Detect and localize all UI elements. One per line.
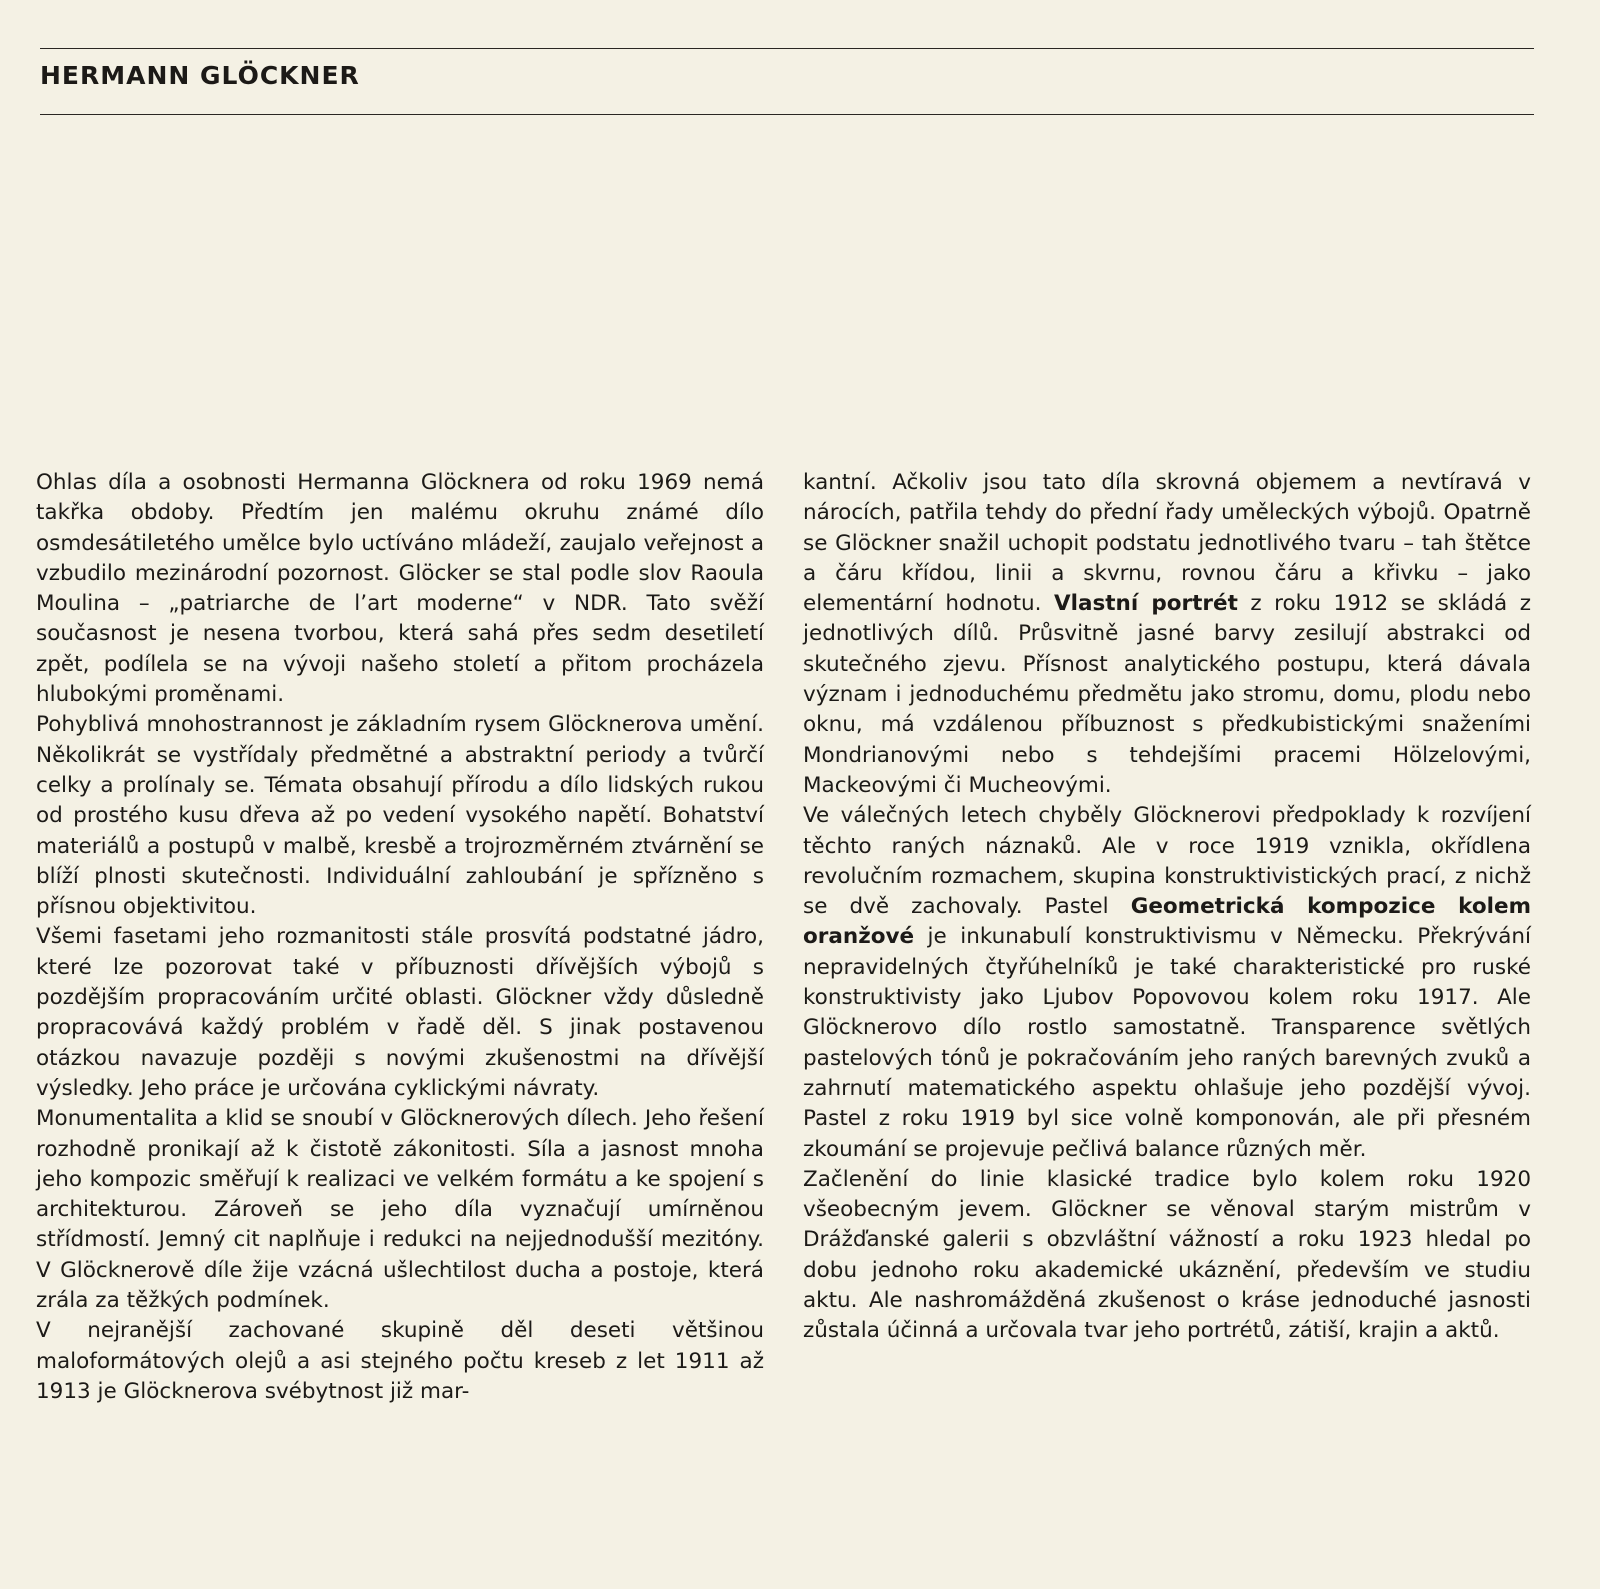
paragraph bbox=[803, 468, 1531, 801]
paragraph: Monumentalita a klid se snoubí v Glöcknerových dílech. Jeho řešení rozhodně pronikají až k čistotě zákonitosti. Síla a jasnost mnoha jeho kompozic směřují k realizaci ve velkém formátu a ke spojení s architekturou. Zároveň se jeho díla vyznačují umírněnou střídmostí. Jemný cit naplňuje i redukci na nejjednodušší mezitóny. V Glöcknerově díle žije vzácná ušlechtilost ducha a postoje, která zrála za těžkých podmínek. bbox=[36, 1106, 764, 1314]
title-underline-rule bbox=[40, 114, 1534, 115]
paragraph-text: Ve válečných letech chyběly Glöcknerovi předpoklady k rozvíjení těchto raných náznaků. Ale v roce 1919 vznikla, okřídlena revolučním rozmachem, skupina konstruktivistických prací, z nichž se dvě zachovaly. Pastel bbox=[803, 803, 1531, 920]
top-rule bbox=[40, 48, 1534, 49]
paragraph bbox=[803, 801, 1531, 1165]
paragraph: Ohlas díla a osobnosti Hermanna Glöcknera od roku 1969 nemá takřka obdoby. Předtím jen malému okruhu známé dílo osmdesátiletého umělce bylo uctíváno mládeží, zaujalo veřejnost a vzbudilo mezinárodní pozornost. Glöcker se stal podle slov Raoula Moulina – „patriarche de l’art moderne“ v NDR. Tato svěží současnost je nesena tvorbou, která sahá přes sedm desetiletí zpět, podílela se na vývoji našeho století a přitom procházela hlubokými proměnami. bbox=[36, 470, 764, 708]
artwork-title-bold: Geometrická kompozice kolem oranžové bbox=[803, 894, 1531, 950]
paragraph: Pohyblivá mnohostrannost je základním rysem Glöcknerova umění. Několikrát se vystřídaly předmětné a abstraktní periody a tvůrčí celky a prolínaly se. Témata obsahují přírodu a dílo lidských rukou od prostého kusu dřeva až po vedení vysokého napětí. Bohatství materiálů a postupů v malbě, kresbě a trojrozměrném ztvárnění se blíží plnosti skutečnosti. Individuální zahloubání je spřízněno s přísnou objektivitou. bbox=[36, 712, 764, 920]
right-text-column bbox=[803, 468, 1531, 1347]
paragraph-text: je inkunabulí konstruktivismu v Německu. Překrývání nepravidelných čtyřúhelníků je také charakteristické pro ruské konstruktivisty jako Ljubov Popovovou kolem roku 1917. Ale Glöcknerovo dílo rostlo samostatně. Transparence světlých pastelových tónů je pokračováním jeho raných barevných zvuků a zahrnutí matematického aspektu ohlašuje jeho pozdější vývoj. Pastel z roku 1919 byl sice volně komponován, ale při přesném zkoumání se projevuje pečlivá balance různých měr. bbox=[803, 924, 1531, 1162]
left-text-column bbox=[36, 468, 764, 1407]
paragraph: Všemi fasetami jeho rozmanitosti stále prosvítá podstatné jádro, které lze pozorovat také v příbuznosti dřívějších výbojů s pozdějším propracováním určité oblasti. Glöckner vždy důsledně propracovává každý problém v řadě děl. S jinak postavenou otázkou navazuje později s novými zkušenostmi na dřívější výsledky. Jeho práce je určována cyklickými návraty. bbox=[36, 924, 764, 1101]
page-title: HERMANN GLÖCKNER bbox=[40, 61, 360, 90]
paragraph: V nejranější zachované skupině děl deseti většinou maloformátových olejů a asi stejného počtu kreseb z let 1911 až 1913 je Glöcknerova svébytnost již mar- bbox=[36, 1318, 764, 1404]
paragraph-text: kantní. Ačkoliv jsou tato díla skrovná objemem a nevtíravá v nárocích, patřila tehdy do přední řady uměleckých výbojů. Opatrně se Glöckner snažil uchopit podstatu jednotlivého tvaru – tah štětce a čáru křídou, linii a skvrnu, rovnou čáru a křivku – jako elementární hodnotu. bbox=[803, 470, 1531, 617]
paragraph: Začlenění do linie klasické tradice bylo kolem roku 1920 všeobecným jevem. Glöckner se věnoval starým mistrům v Drážďanské galerii s obzvláštní vážností a roku 1923 hledal po dobu jednoho roku akademické ukáznění, především ve studiu aktu. Ale nashromážděná zkušenost o kráse jednoduché jasnosti zůstala účinná a určovala tvar jeho portrétů, zátiší, krajin a aktů. bbox=[803, 1166, 1531, 1344]
artwork-title-bold: Vlastní portrét bbox=[1053, 591, 1238, 617]
paragraph-text: z roku 1912 se skládá z jednotlivých dílů. Průsvitně jasné barvy zesilují abstrakci od skutečného zjevu. Přísnost analytického postupu, která dávala význam i jednoduchému předmětu jako stromu, domu, plodu nebo oknu, má vzdálenou příbuznost s předkubistickými snaženími Mondrianovými nebo s tehdejšími pracemi Hölzelovými, Mackeovými či Mucheovými. bbox=[803, 591, 1531, 798]
